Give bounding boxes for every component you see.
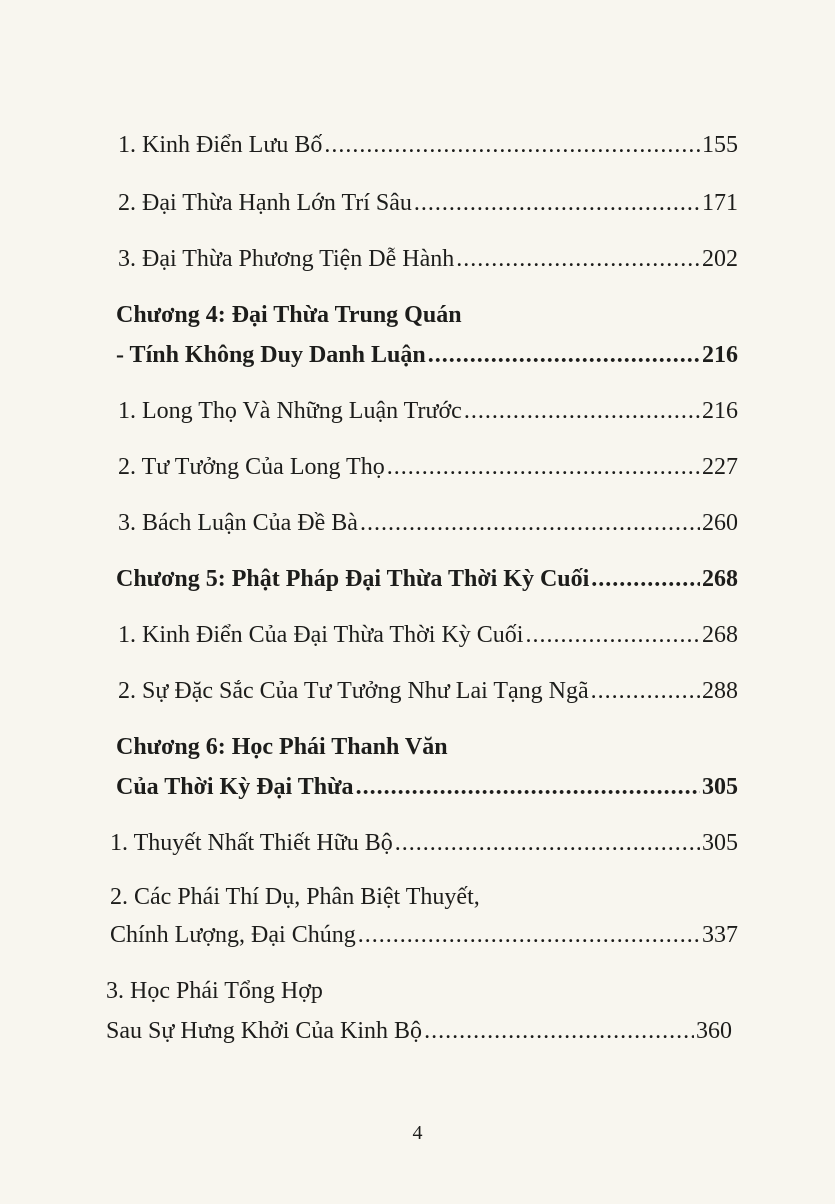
toc-entry	[118, 676, 738, 706]
toc-entry	[110, 828, 738, 858]
toc-entry	[110, 920, 738, 950]
dot-leader	[428, 340, 700, 370]
toc-entry	[118, 244, 738, 274]
chapter-heading: Chương 4: Đại Thừa Trung Quán	[116, 302, 462, 328]
chapter-entry	[116, 772, 738, 802]
toc-entry-page: 268	[702, 622, 738, 648]
toc-entry-title: 3. Bách Luận Của Đề Bà	[118, 510, 358, 536]
toc-entry-page: 268	[702, 566, 738, 592]
toc-entry-title: Chương 5: Phật Pháp Đại Thừa Thời Kỳ Cuối	[116, 566, 590, 592]
toc-entry-page: 337	[702, 922, 738, 948]
toc-entry-page: 216	[702, 342, 738, 368]
dot-leader	[395, 828, 700, 858]
dot-leader	[424, 1016, 694, 1046]
toc-entry-title: 1. Long Thọ Và Những Luận Trước	[118, 398, 462, 424]
chapter-entry	[116, 564, 738, 594]
toc-entry-title: 1. Thuyết Nhất Thiết Hữu Bộ	[110, 830, 393, 856]
dot-leader	[356, 772, 700, 802]
toc-entry-page: 260	[702, 510, 738, 536]
dot-leader	[525, 620, 700, 650]
toc-entry-page: 288	[702, 678, 738, 704]
chapter-heading: Chương 6: Học Phái Thanh Văn	[116, 734, 448, 760]
dot-leader	[464, 396, 700, 426]
toc-entry-title: 3. Đại Thừa Phương Tiện Dễ Hành	[118, 246, 455, 272]
toc-entry-page: 360	[696, 1018, 732, 1044]
toc-entry	[118, 508, 738, 538]
toc-entry-page: 305	[702, 830, 738, 856]
dot-leader	[387, 452, 700, 482]
toc-entry	[118, 396, 738, 426]
dot-leader	[324, 130, 700, 160]
dot-leader	[591, 564, 700, 594]
toc-entry-page: 216	[702, 398, 738, 424]
dot-leader	[456, 244, 700, 274]
dot-leader	[414, 188, 700, 218]
toc-entry-title: Của Thời Kỳ Đại Thừa	[116, 774, 354, 800]
toc-entry-page: 171	[702, 190, 738, 216]
toc-entry-title: 1. Kinh Điển Của Đại Thừa Thời Kỳ Cuối	[118, 622, 524, 648]
dot-leader	[358, 920, 700, 950]
chapter-entry	[116, 340, 738, 370]
toc-entry-page: 227	[702, 454, 738, 480]
toc-entry-page: 305	[702, 774, 738, 800]
dot-leader	[360, 508, 700, 538]
toc-entry-first-line: 3. Học Phái Tổng Hợp	[106, 978, 323, 1004]
page-number: 4	[412, 1122, 423, 1144]
toc-entry-title: 2. Đại Thừa Hạnh Lớn Trí Sâu	[118, 190, 412, 216]
toc-entry	[118, 452, 738, 482]
toc-entry-title: 1. Kinh Điển Lưu Bố	[118, 132, 323, 158]
toc-entry	[118, 620, 738, 650]
dot-leader	[591, 676, 700, 706]
toc-entry-title: Sau Sự Hưng Khởi Của Kinh Bộ	[106, 1018, 423, 1044]
toc-entry	[106, 1016, 732, 1046]
toc-entry-title: - Tính Không Duy Danh Luận	[116, 342, 426, 368]
toc-entry-page: 155	[702, 132, 738, 158]
toc-entry-title: 2. Sự Đặc Sắc Của Tư Tưởng Như Lai Tạng Ngã	[118, 678, 589, 704]
toc-entry-title: Chính Lượng, Đại Chúng	[110, 922, 356, 948]
toc-entry-page: 202	[702, 246, 738, 272]
toc-entry	[118, 188, 738, 218]
toc-entry-title: 2. Tư Tưởng Của Long Thọ	[118, 454, 385, 480]
toc-entry-first-line: 2. Các Phái Thí Dụ, Phân Biệt Thuyết,	[110, 884, 480, 910]
toc-entry	[118, 130, 738, 160]
